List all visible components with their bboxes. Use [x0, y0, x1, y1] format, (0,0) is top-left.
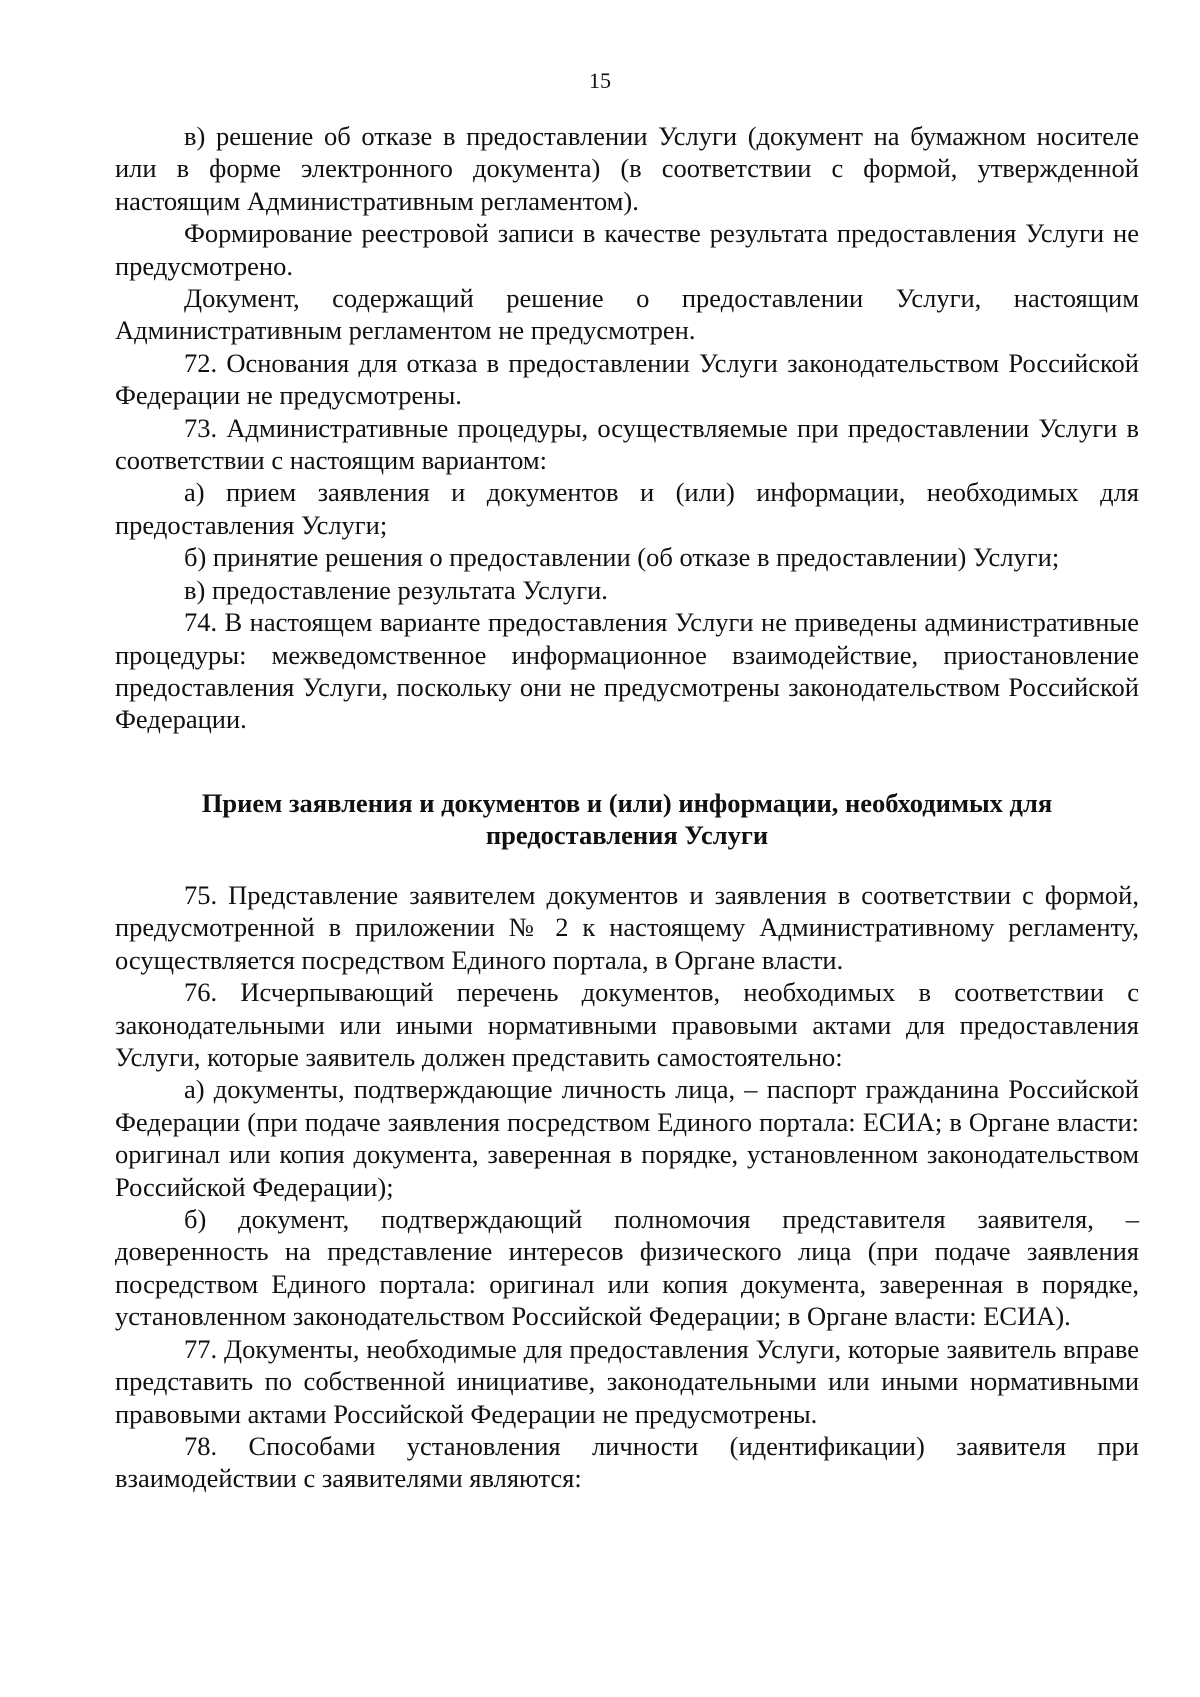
- paragraph-registry-record: Формирование реестровой записи в качестве результата предоставления Услуги не предусмотрено.: [115, 218, 1139, 281]
- paragraph-73-v: в) предоставление результата Услуги.: [184, 574, 608, 605]
- text-block-top: [115, 120, 1139, 736]
- page-number: 15: [589, 68, 611, 93]
- text-block-bottom: [115, 879, 1139, 1495]
- paragraph-76-b: б) документ, подтверждающий полномочия представителя заявителя, – доверенность на представление интересов физического лица (при подаче заявления посредством Единого портала: оригинал или копия документа, заверенная в порядке, установленном законодательством Российской Федерации; в Органе власти: ЕСИА).: [115, 1204, 1139, 1332]
- paragraph-77: 77. Документы, необходимые для предоставления Услуги, которые заявитель вправе представить по собственной инициативе, законодательными или иными нормативными правовыми актами Российской Федерации не предусмотрены.: [115, 1333, 1139, 1429]
- section-heading: [115, 787, 1139, 852]
- paragraph-73-b: б) принятие решения о предоставлении (об отказе в предоставлении) Услуги;: [184, 542, 1060, 573]
- paragraph-73-a: а) прием заявления и документов и (или) информации, необходимых для предоставления Услуги;: [115, 477, 1139, 540]
- section-heading-line-1: Прием заявления и документов и (или) информации, необходимых для: [201, 788, 1053, 818]
- paragraph-item-v-refusal-decision: в) решение об отказе в предоставлении Услуги (документ на бумажном носителе или в форме электронного документа) (в соответствии с формой, утвержденной настоящим Административным регламентом).: [115, 121, 1139, 216]
- paragraph-decision-document: Документ, содержащий решение о предоставлении Услуги, настоящим Административным регламентом не предусмотрен.: [115, 283, 1139, 346]
- paragraph-76: 76. Исчерпывающий перечень документов, необходимых в соответствии с законодательными или иными нормативными правовыми актами для предоставления Услуги, которые заявитель должен представить самостоятельно:: [115, 977, 1139, 1073]
- paragraph-74: 74. В настоящем варианте предоставления Услуги не приведены административные процедуры: межведомственное информационное взаимодействие, приостановление предоставления Услуги, поскольку они не предусмотрены законодательством Российской Федерации.: [115, 607, 1139, 735]
- section-heading-line-2: предоставления Услуги: [485, 820, 769, 851]
- paragraph-73: 73. Административные процедуры, осуществляемые при предоставлении Услуги в соответствии с настоящим вариантом:: [115, 412, 1139, 476]
- paragraph-72: 72. Основания для отказа в предоставлении Услуги законодательством Российской Федерации не предусмотрены.: [115, 347, 1139, 411]
- paragraph-75: 75. Представление заявителем документов и заявления в соответствии с формой, предусмотренной в приложении № 2 к настоящему Административному регламенту, осуществляется посредством Единого портала, в Органе власти.: [115, 880, 1139, 975]
- paragraph-78: 78. Способами установления личности (идентификации) заявителя при взаимодействии с заявителями являются:: [115, 1430, 1139, 1494]
- paragraph-76-a: а) документы, подтверждающие личность лица, – паспорт гражданина Российской Федерации (при подаче заявления посредством Единого портала: ЕСИА; в Органе власти: оригинал или копия документа, заверенная в порядке, установленном законодательством Российской Федерации);: [115, 1074, 1139, 1202]
